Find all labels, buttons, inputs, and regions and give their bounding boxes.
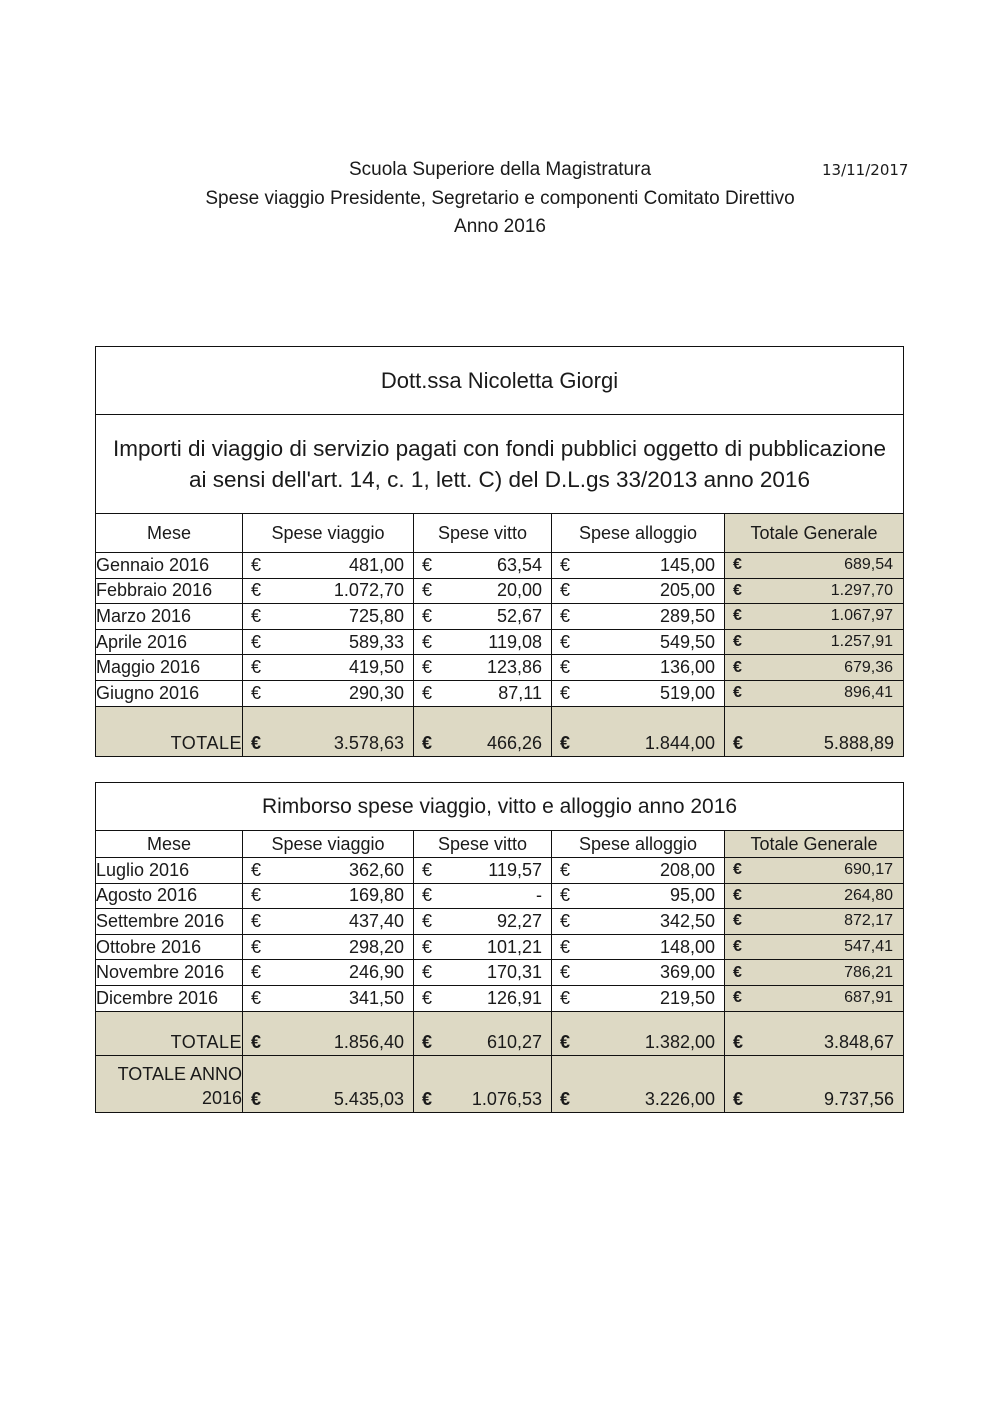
total-alloggio: 1.844,00	[644, 732, 715, 753]
amount-cell-vitto	[414, 629, 552, 655]
amount-value: 1.067,97	[830, 607, 893, 625]
amount-cell-viaggio	[243, 655, 414, 681]
document-date: 13/11/2017	[822, 161, 909, 179]
amount-cell-viaggio	[243, 960, 414, 986]
col-spese-vitto: Spese vitto	[414, 514, 552, 553]
amount-cell-totale	[725, 578, 904, 604]
euro-sign: €	[422, 605, 433, 626]
amount-value: 1.257,91	[830, 633, 893, 651]
amount-value: 145,00	[659, 554, 715, 575]
euro-sign: €	[733, 607, 742, 625]
amount-value: 148,00	[659, 936, 715, 957]
amount-value: 123,86	[486, 657, 542, 678]
amount-value: 119,08	[488, 631, 542, 652]
amount-cell-totale	[725, 680, 904, 706]
euro-sign: €	[733, 684, 742, 702]
euro-sign: €	[560, 657, 571, 678]
euro-sign: €	[422, 910, 433, 931]
euro-sign: €	[251, 580, 262, 601]
amount-value: 362,60	[348, 859, 404, 880]
year-total-row	[96, 1055, 904, 1112]
euro-sign: €	[251, 962, 262, 983]
amount-value: -	[536, 885, 542, 906]
amount-value: 20,00	[496, 580, 542, 601]
amount-cell-viaggio	[243, 680, 414, 706]
euro-sign: €	[733, 989, 742, 1007]
euro-sign: €	[560, 936, 571, 957]
amount-value: 52,67	[496, 605, 542, 626]
amount-value: 342,50	[659, 910, 715, 931]
euro-sign: €	[251, 1031, 262, 1052]
amount-cell-totale	[725, 960, 904, 986]
amount-cell-viaggio	[243, 858, 414, 884]
table-row	[96, 655, 904, 681]
amount-cell-vitto	[414, 858, 552, 884]
amount-value: 95,00	[669, 885, 715, 906]
euro-sign: €	[560, 859, 571, 880]
amount-cell-alloggio	[552, 553, 725, 579]
month-cell: Settembre 2016	[96, 909, 243, 935]
month-cell: Marzo 2016	[96, 604, 243, 630]
amount-cell-alloggio	[552, 629, 725, 655]
euro-sign: €	[560, 1031, 571, 1052]
euro-sign: €	[560, 732, 571, 753]
euro-sign: €	[733, 912, 742, 930]
amount-cell-vitto	[414, 909, 552, 935]
table-row	[96, 553, 904, 579]
amount-value: 341,50	[348, 987, 404, 1008]
amount-cell-totale	[725, 655, 904, 681]
document-year: Anno 2016	[454, 216, 546, 237]
amount-cell-alloggio	[552, 934, 725, 960]
col-spese-alloggio: Spese alloggio	[552, 831, 725, 858]
month-cell: Maggio 2016	[96, 655, 243, 681]
col-spese-vitto: Spese vitto	[414, 831, 552, 858]
col-spese-viaggio: Spese viaggio	[243, 514, 414, 553]
euro-sign: €	[560, 910, 571, 931]
amount-cell-totale	[725, 604, 904, 630]
euro-sign: €	[422, 987, 433, 1008]
amount-cell-viaggio	[243, 909, 414, 935]
amount-value: 126,91	[486, 987, 542, 1008]
table-row	[96, 909, 904, 935]
table-row	[96, 960, 904, 986]
amount-cell-alloggio	[552, 960, 725, 986]
amount-cell-alloggio	[552, 858, 725, 884]
table-row	[96, 604, 904, 630]
year-total-vitto: 1.076,53	[471, 1088, 542, 1109]
col-mese: Mese	[96, 514, 243, 553]
amount-cell-alloggio	[552, 883, 725, 909]
euro-sign: €	[422, 631, 433, 652]
amount-cell-vitto	[414, 985, 552, 1011]
year-total-label-line2: 2016	[201, 1087, 242, 1108]
col-mese: Mese	[96, 831, 243, 858]
amount-value: 1.297,70	[830, 581, 893, 599]
table1-total-row	[96, 706, 904, 756]
amount-cell-vitto	[414, 655, 552, 681]
amount-value: 63,54	[496, 554, 542, 575]
table-row	[96, 578, 904, 604]
amount-cell-viaggio	[243, 883, 414, 909]
col-totale-generale: Totale Generale	[725, 831, 904, 858]
euro-sign: €	[560, 987, 571, 1008]
amount-value: 872,17	[844, 912, 894, 930]
amount-value: 219,50	[659, 987, 715, 1008]
amount-value: 690,17	[844, 861, 894, 879]
amount-value: 289,50	[659, 605, 715, 626]
euro-sign: €	[733, 581, 742, 599]
total-viaggio: 1.856,40	[333, 1031, 404, 1052]
amount-value: 298,20	[348, 936, 404, 957]
euro-sign: €	[251, 936, 262, 957]
euro-sign: €	[560, 554, 571, 575]
euro-sign: €	[560, 682, 571, 703]
expenses-table-second-half	[95, 782, 904, 1113]
amount-value: 689,54	[844, 556, 893, 574]
euro-sign: €	[422, 885, 433, 906]
amount-cell-totale	[725, 985, 904, 1011]
month-cell: Giugno 2016	[96, 680, 243, 706]
year-total-alloggio: 3.226,00	[644, 1088, 715, 1109]
amount-value: 589,33	[348, 631, 404, 652]
amount-value: 264,80	[844, 886, 894, 904]
month-cell: Novembre 2016	[96, 960, 243, 986]
euro-sign: €	[733, 1088, 744, 1109]
year-total-label	[96, 1055, 243, 1112]
amount-cell-totale	[725, 553, 904, 579]
euro-sign: €	[733, 732, 744, 753]
euro-sign: €	[733, 886, 742, 904]
euro-sign: €	[422, 962, 433, 983]
expenses-table-first-half	[95, 346, 904, 757]
amount-value: 92,27	[496, 910, 542, 931]
month-cell: Ottobre 2016	[96, 934, 243, 960]
total-viaggio: 3.578,63	[333, 732, 404, 753]
amount-value: 205,00	[659, 580, 715, 601]
col-spese-viaggio: Spese viaggio	[243, 831, 414, 858]
amount-cell-alloggio	[552, 985, 725, 1011]
amount-cell-alloggio	[552, 655, 725, 681]
amount-cell-alloggio	[552, 578, 725, 604]
euro-sign: €	[733, 658, 742, 676]
col-spese-alloggio: Spese alloggio	[552, 514, 725, 553]
euro-sign: €	[251, 631, 262, 652]
amount-cell-totale	[725, 629, 904, 655]
person-name: Dott.ssa Nicoletta Giorgi	[96, 347, 904, 415]
amount-value: 1.072,70	[333, 580, 404, 601]
euro-sign: €	[251, 682, 262, 703]
month-cell: Gennaio 2016	[96, 553, 243, 579]
amount-value: 419,50	[348, 657, 404, 678]
table2-header-row	[96, 831, 904, 858]
table-row	[96, 883, 904, 909]
amount-cell-vitto	[414, 883, 552, 909]
euro-sign: €	[422, 1031, 433, 1052]
amount-value: 687,91	[844, 989, 894, 1007]
euro-sign: €	[733, 1031, 744, 1052]
month-cell: Dicembre 2016	[96, 985, 243, 1011]
col-totale-generale: Totale Generale	[725, 514, 904, 553]
month-cell: Aprile 2016	[96, 629, 243, 655]
euro-sign: €	[251, 1088, 262, 1109]
euro-sign: €	[733, 633, 742, 651]
institution-title: Scuola Superiore della Magistratura	[348, 159, 652, 180]
amount-value: 136,00	[659, 657, 715, 678]
euro-sign: €	[733, 861, 742, 879]
euro-sign: €	[251, 885, 262, 906]
amount-cell-alloggio	[552, 680, 725, 706]
euro-sign: €	[251, 554, 262, 575]
total-vitto: 466,26	[486, 732, 542, 753]
amount-cell-alloggio	[552, 604, 725, 630]
euro-sign: €	[422, 859, 433, 880]
document-subtitle: Spese viaggio Presidente, Segretario e componenti Comitato Direttivo	[205, 188, 795, 209]
euro-sign: €	[560, 605, 571, 626]
euro-sign: €	[560, 962, 571, 983]
euro-sign: €	[560, 885, 571, 906]
euro-sign: €	[733, 556, 742, 574]
table1-description: Importi di viaggio di servizio pagati con fondi pubblici oggetto di pubblicazione ai sensi dell'art. 14, c. 1, lett. C) del D.L.gs 33/2013 anno 2016	[96, 415, 904, 514]
amount-value: 547,41	[844, 938, 894, 956]
euro-sign: €	[251, 657, 262, 678]
amount-cell-vitto	[414, 934, 552, 960]
euro-sign: €	[560, 1088, 571, 1109]
amount-cell-vitto	[414, 604, 552, 630]
amount-cell-viaggio	[243, 604, 414, 630]
amount-cell-vitto	[414, 680, 552, 706]
euro-sign: €	[251, 987, 262, 1008]
amount-cell-vitto	[414, 553, 552, 579]
amount-cell-viaggio	[243, 985, 414, 1011]
amount-value: 119,57	[488, 859, 542, 880]
amount-value: 437,40	[348, 910, 404, 931]
euro-sign: €	[422, 732, 433, 753]
euro-sign: €	[560, 580, 571, 601]
table2-title: Rimborso spese viaggio, vitto e alloggio anno 2016	[96, 783, 904, 831]
amount-value: 208,00	[659, 859, 715, 880]
amount-value: 549,50	[659, 631, 715, 652]
amount-value: 290,30	[348, 682, 404, 703]
amount-value: 896,41	[844, 684, 893, 702]
euro-sign: €	[422, 580, 433, 601]
euro-sign: €	[422, 682, 433, 703]
euro-sign: €	[251, 732, 262, 753]
month-cell: Agosto 2016	[96, 883, 243, 909]
amount-cell-totale	[725, 883, 904, 909]
euro-sign: €	[422, 554, 433, 575]
euro-sign: €	[560, 631, 571, 652]
year-total-viaggio: 5.435,03	[333, 1088, 404, 1109]
euro-sign: €	[422, 936, 433, 957]
total-generale: 3.848,67	[823, 1031, 895, 1052]
euro-sign: €	[251, 910, 262, 931]
table-row	[96, 629, 904, 655]
amount-value: 679,36	[844, 658, 893, 676]
amount-cell-totale	[725, 934, 904, 960]
table-row	[96, 680, 904, 706]
amount-cell-viaggio	[243, 578, 414, 604]
amount-value: 481,00	[348, 554, 404, 575]
euro-sign: €	[733, 938, 742, 956]
total-label: TOTALE	[96, 1011, 243, 1055]
amount-cell-viaggio	[243, 934, 414, 960]
amount-value: 169,80	[348, 885, 404, 906]
total-alloggio: 1.382,00	[644, 1031, 715, 1052]
year-total-label-line1: TOTALE ANNO	[117, 1063, 242, 1084]
table-row	[96, 858, 904, 884]
euro-sign: €	[251, 859, 262, 880]
table-row	[96, 985, 904, 1011]
total-generale: 5.888,89	[823, 732, 894, 753]
amount-value: 369,00	[659, 962, 715, 983]
amount-value: 170,31	[486, 962, 542, 983]
amount-cell-alloggio	[552, 909, 725, 935]
amount-cell-vitto	[414, 960, 552, 986]
euro-sign: €	[422, 657, 433, 678]
amount-value: 519,00	[659, 682, 715, 703]
euro-sign: €	[733, 963, 742, 981]
euro-sign: €	[422, 1088, 433, 1109]
euro-sign: €	[251, 605, 262, 626]
total-label: TOTALE	[96, 706, 243, 756]
amount-cell-viaggio	[243, 629, 414, 655]
year-total-generale: 9.737,56	[823, 1088, 895, 1109]
amount-value: 786,21	[844, 963, 894, 981]
table2-total-row	[96, 1011, 904, 1055]
table-row	[96, 934, 904, 960]
amount-cell-viaggio	[243, 553, 414, 579]
amount-cell-totale	[725, 909, 904, 935]
amount-value: 87,11	[498, 682, 542, 703]
table1-header-row	[96, 514, 904, 553]
amount-cell-totale	[725, 858, 904, 884]
total-vitto: 610,27	[486, 1031, 542, 1052]
month-cell: Luglio 2016	[96, 858, 243, 884]
amount-cell-vitto	[414, 578, 552, 604]
amount-value: 725,80	[348, 605, 404, 626]
amount-value: 246,90	[348, 962, 404, 983]
amount-value: 101,21	[486, 936, 542, 957]
month-cell: Febbraio 2016	[96, 578, 243, 604]
